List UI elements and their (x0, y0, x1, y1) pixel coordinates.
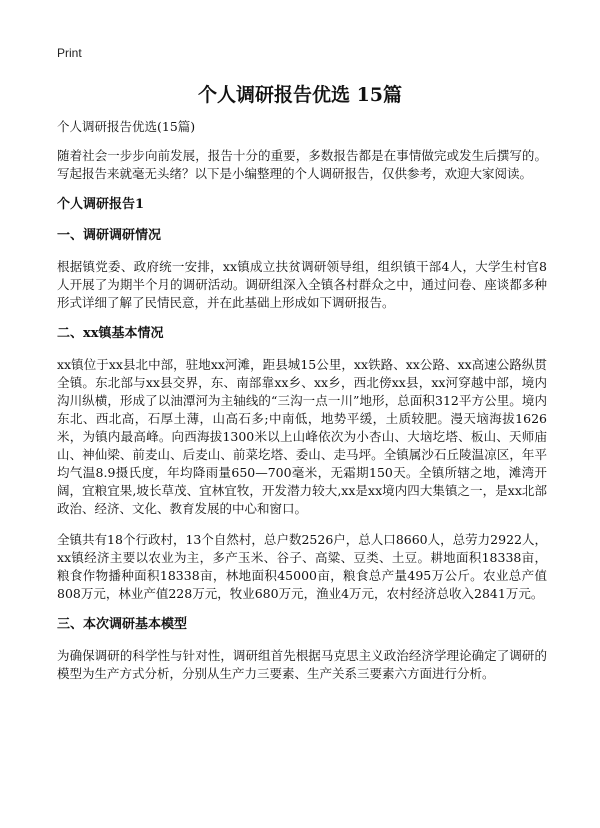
document-subtitle: 个人调研报告优选(15篇) (57, 119, 196, 134)
document-body (57, 118, 547, 696)
intro-paragraph: 随着社会一步步向前发展，报告十分的重要，多数报告都是在事情做完或发生后撰写的。写起报告来就毫无头绪？以下是小编整理的个人调研报告，仅供参考，欢迎大家阅读。 (57, 148, 547, 181)
print-label: Print (57, 46, 82, 60)
section3-paragraph: 为确保调研的科学性与针对性，调研组首先根据马克思主义政治经济学理论确定了调研的模型为生产方式分析，分别从生产力三要素、生产关系三要素六方面进行分析。 (57, 648, 547, 681)
section2-heading: 二、xx镇基本情况 (57, 326, 164, 341)
section1-paragraph: 根据镇党委、政府统一安排，xx镇成立扶贫调研领导组，组织镇干部4人，大学生村官8人开展了为期半个月的调研活动。调研组深入全镇各村群众之中，通过问卷、座谈都多种形式详细了解了民情民意，并在此基础上形成如下调研报告。 (57, 259, 547, 310)
report-heading: 个人调研报告1 (57, 197, 145, 212)
section2-paragraph-1: xx镇位于xx县北中部，驻地xx河滩，距县城15公里，xx铁路、xx公路、xx高速公路纵贯全镇。东北部与xx县交界，东、南部靠xx乡、xx乡，西北傍xx县，xx河穿越中部，境内沟川纵横，形成了以油潭河为主轴线的“三沟一点一川”地形，总面积312平方公里。境内东北、西北高，石厚土薄，山高石多;中南低，地势平缓，土质较肥。漫天垴海拔1626米，为镇内最高峰。向西海拔1300米以上山峰依次为小杏山、大垴圪塔、板山、天师庙山、神仙梁、前麦山、后麦山、前菜圪塔、委山、走马坪。全镇属沙石丘陵温凉区，年平均气温8.9摄氏度，年均降雨量650—700毫米，无霜期150天。全镇所辖之地，滩湾开阔，宜粮宜果,坡长草茂、宜林宜牧，开发潜力较大,xx是xx境内四大集镇之一，是xx北部政治、经济、文化、教育发展的中心和窗口。 (57, 357, 547, 516)
section2-paragraph-2: 全镇共有18个行政村，13个自然村，总户数2526户，总人口8660人，总劳力2922人，xx镇经济主要以农业为主，多产玉米、谷子、高粱、豆类、土豆。耕地面积18338亩，粮食作物播种面积18338亩，林地面积45000亩，粮食总产量495万公斤。农业总产值808万元，林业产值228万元，牧业680万元，渔业4万元，农村经济总收入2841万元。 (57, 532, 547, 601)
page-title: 个人调研报告优选 15篇 (197, 84, 403, 106)
section3-heading: 三、本次调研基本模型 (57, 617, 188, 632)
section1-heading: 一、调研调研情况 (57, 228, 162, 243)
